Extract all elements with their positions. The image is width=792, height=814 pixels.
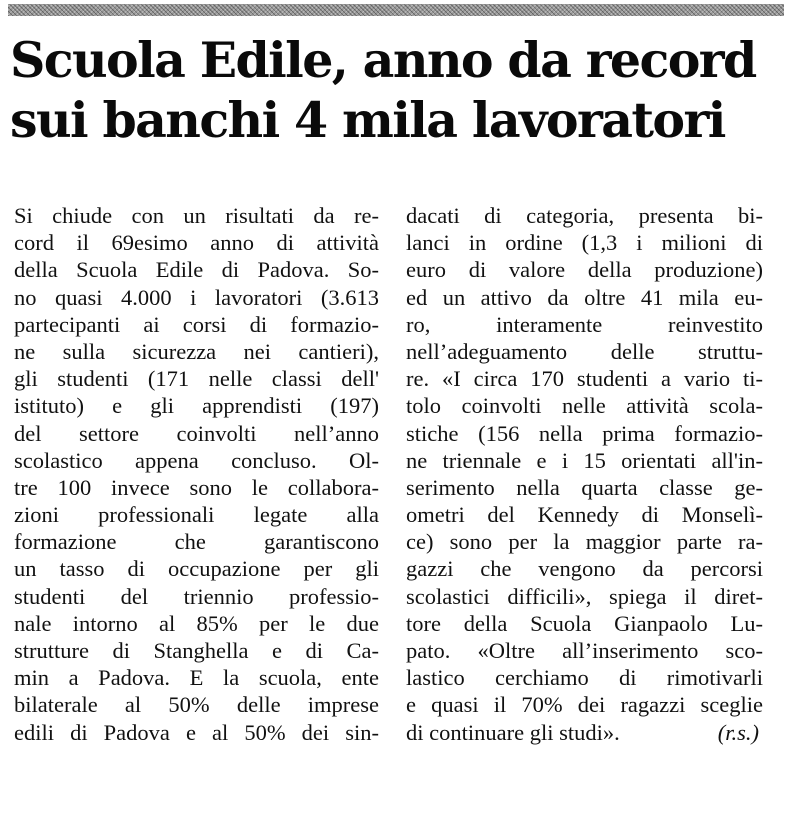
article-text-line: e quasi il 70% dei ragazzi sceglie [406, 692, 763, 718]
article-text-line: pato. «Oltre all’inserimento sco- [406, 638, 763, 663]
article-text-line: dacati di categoria, presenta bi- [406, 203, 763, 228]
article-text-line: studenti del triennio professio- [14, 583, 379, 609]
article-text-line: stiche (156 nella prima formazio- [406, 420, 763, 446]
article-text-line: edili di Padova e al 50% dei sin- [14, 719, 379, 745]
article-text-line: di continuare gli studi». [406, 719, 620, 745]
article-text-line: serimento nella quarta classe ge- [406, 474, 763, 500]
article-text-line: no quasi 4.000 i lavoratori (3.613 [14, 284, 379, 310]
article-column-right [406, 202, 763, 746]
article-text-line: nell’adeguamento delle struttu- [406, 338, 763, 364]
article-headline [10, 30, 785, 150]
article-final-line-row [406, 719, 763, 746]
article-text-line: nale intorno al 85% per le due [14, 610, 379, 636]
article-text-line: tore della Scuola Gianpaolo Lu- [406, 610, 763, 636]
article-text-line: lastico cerchiamo di rimotivarli [406, 665, 763, 691]
article-text-line: ro, interamente reinvestito [406, 311, 763, 337]
article-text-line: istituto) e gli apprendisti (197) [14, 393, 379, 419]
article-text-line: cord il 69esimo anno di attività [14, 230, 379, 256]
article-text-line: lanci in ordine (1,3 i milioni di [406, 230, 763, 256]
article-text-line: tolo coinvolti nelle attività scola- [406, 393, 763, 419]
author-signature: (r.s.) [717, 719, 759, 745]
article-text-line: del settore coinvolti nell’anno [14, 420, 379, 446]
article-text-line: scolastico appena concluso. Ol- [14, 447, 379, 473]
article-text-line: un tasso di occupazione per gli [14, 556, 379, 582]
article-text-line: tre 100 invece sono le collabora- [14, 474, 379, 500]
article-text-line: ne triennale e i 15 orientati all'in- [406, 447, 763, 473]
article-text-line: gli studenti (171 nelle classi dell' [14, 366, 379, 392]
article-text-line: bilaterale al 50% delle imprese [14, 692, 379, 718]
article-text-line: gazzi che vengono da percorsi [406, 556, 763, 582]
article-text-line: zioni professionali legate alla [14, 502, 379, 528]
article-text-line: strutture di Stanghella e di Ca- [14, 638, 379, 663]
headline-line-2: sui banchi 4 mila lavoratori [10, 91, 725, 149]
article-column-left [14, 202, 379, 746]
article-text-line: della Scuola Edile di Padova. So- [14, 257, 379, 283]
article-text-line: re. «I circa 170 studenti a vario ti- [406, 366, 763, 392]
article-text-line: Si chiude con un risultati da re- [14, 203, 379, 228]
article-text-line: min a Padova. E la scuola, ente [14, 665, 379, 691]
article-text-line: ed un attivo da oltre 41 mila eu- [406, 284, 763, 310]
article-text-line: scolastici difficili», spiega il diret- [406, 583, 763, 609]
article-text-line: ometri del Kennedy di Monselì- [406, 502, 763, 528]
article-text-line: ne sulla sicurezza nei cantieri), [14, 338, 379, 364]
article-text-line: partecipanti ai corsi di formazio- [14, 311, 379, 337]
article-text-line: ce) sono per la maggior parte ra- [406, 529, 763, 555]
top-decorative-band [8, 4, 784, 16]
article-text-line: formazione che garantiscono [14, 529, 379, 555]
article-text-line: euro di valore della produzione) [406, 257, 763, 283]
headline-line-1: Scuola Edile, anno da record [10, 31, 756, 89]
